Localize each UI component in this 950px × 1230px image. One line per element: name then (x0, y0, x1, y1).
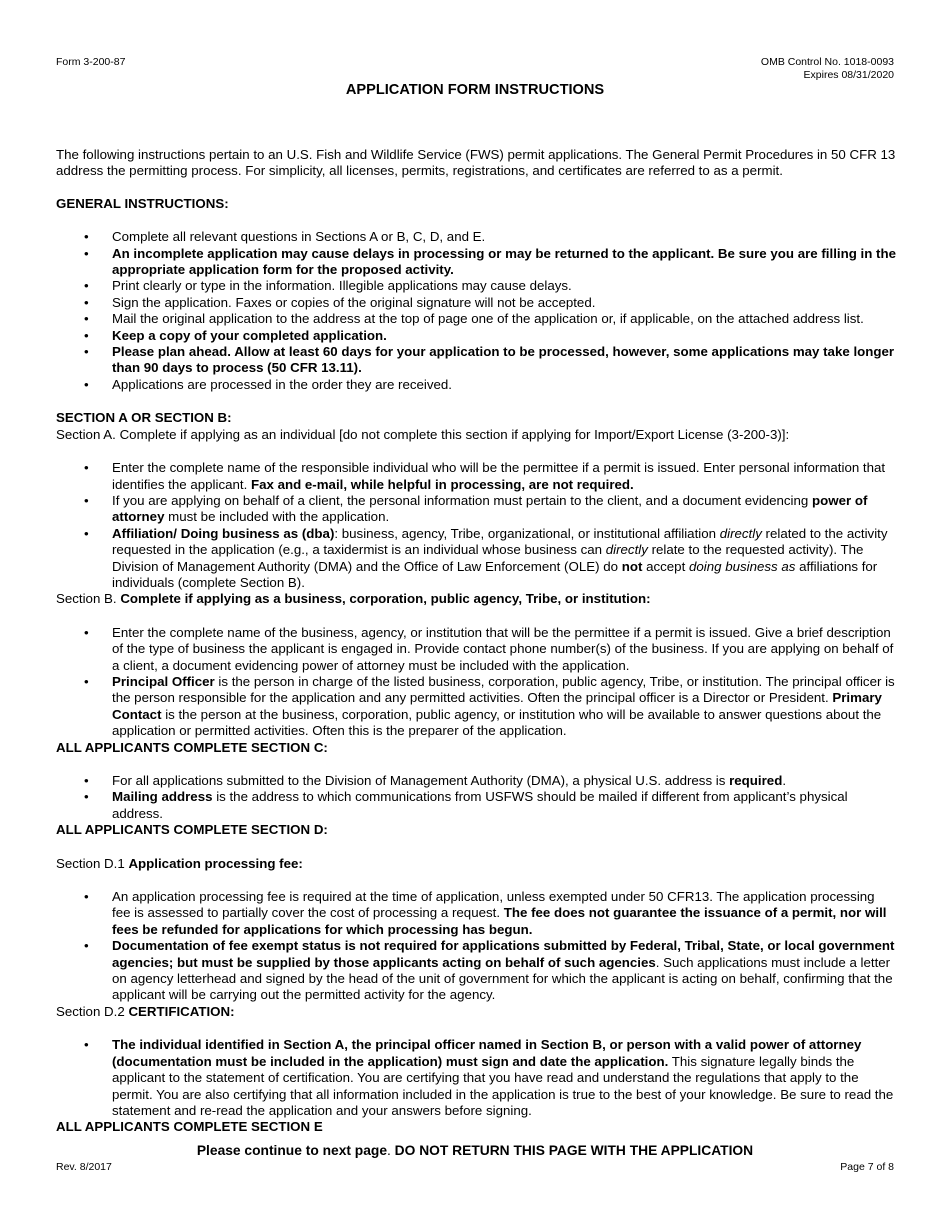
section-d2-list (56, 1037, 896, 1119)
list-item: • Mail the original application to the address at the top of page one of the application or, if applicable, on the attached address list. (56, 311, 896, 327)
section-a-list (56, 460, 896, 591)
form-number: Form 3-200-87 (56, 56, 126, 68)
page-number: Page 7 of 8 (840, 1161, 894, 1173)
list-item: • Please plan ahead. Allow at least 60 days for your application to be processed, however, some applications may take longer than 90 days to process (50 CFR 13.11). (56, 344, 896, 377)
section-ab-heading: SECTION A OR SECTION B: (56, 410, 232, 426)
section-d2-heading: Section D.2 CERTIFICATION: (56, 1003, 235, 1019)
omb-block (761, 56, 894, 81)
section-e-heading: ALL APPLICANTS COMPLETE SECTION E (56, 1119, 323, 1135)
continue-note: Please continue to next page. DO NOT RETURN THIS PAGE WITH THE APPLICATION (196, 1143, 754, 1158)
list-item: • The individual identified in Section A, the principal officer named in Section B, or person with a valid power of attorney (documentation must be included in the application) must sign and date the application. This signature legally binds the applicant to the statement of certification. You are certifying that you have read and understand the regulations that apply to the permit. You are also certifying that all information included in the application is true to the best of your knowledge. Be sure to read the statement and re-read the application and your answers before signing. (56, 1037, 896, 1119)
section-a-intro: Section A. Complete if applying as an individual [do not complete this section if applying for Import/Export License (3-200-3)]: (56, 426, 790, 442)
general-instructions-list (56, 229, 896, 393)
section-d1-list (56, 889, 896, 1004)
list-item: • If you are applying on behalf of a client, the personal information must pertain to the client, and a document evidencing power of attorney must be included with the application. (56, 493, 896, 526)
omb-control-number: OMB Control No. 1018-0093 (760, 56, 894, 68)
section-c-heading: ALL APPLICANTS COMPLETE SECTION C: (56, 739, 328, 755)
list-item: • Principal Officer is the person in charge of the listed business, corporation, public agency, Tribe, or institution. The principal officer is the person responsible for the application and any permitted activities. Often the principal officer is a Director or President. Primary Contact is the person at the business, corporation, public agency, or institution who will be available to answer questions about the application or permitted activities. Often this is the preparer of the application. (56, 674, 896, 740)
list-item: • Enter the complete name of the responsible individual who will be the permittee if a permit is issued. Enter personal information that identifies the applicant. Fax and e-mail, while helpful in processing, are not required. (56, 460, 896, 493)
section-c-list (56, 773, 896, 822)
list-item: • Documentation of fee exempt status is not required for applications submitted by Federal, Tribal, State, or local government agencies; but must be supplied by those applicants acting on behalf of such agencies. Such applications must include a letter on agency letterhead and signed by the head of the unit of government for which the applicant is acting on behalf, confirming that the applicant will be carrying out the permitted activity for the agency. (56, 938, 896, 1004)
intro-paragraph: The following instructions pertain to an U.S. Fish and Wildlife Service (FWS) permit applications. The General Permit Procedures in 50 CFR 13 address the permitting process. For simplicity, all licenses, permits, registrations, and certificates are referred to as a permit. (56, 147, 896, 179)
section-b-list (56, 625, 896, 740)
revision-label: Rev. 8/2017 (56, 1161, 112, 1173)
list-item: • For all applications submitted to the Division of Management Authority (DMA), a physical U.S. address is required. (56, 773, 896, 789)
list-item: • An application processing fee is required at the time of application, unless exempted under 50 CFR13. The application processing fee is assessed to partially cover the cost of processing a request. The fee does not guarantee the issuance of a permit, nor will fees be refunded for applications for which processing has begun. (56, 889, 896, 938)
list-item: • Applications are processed in the order they are received. (56, 377, 896, 393)
list-item: • Complete all relevant questions in Sections A or B, C, D, and E. (56, 229, 896, 245)
instructions-body (56, 147, 896, 1136)
list-item: • Mailing address is the address to which communications from USFWS should be mailed if different from applicant’s physical address. (56, 789, 896, 822)
section-d1-heading: Section D.1 Application processing fee: (56, 855, 303, 871)
expiration-date: Expires 08/31/2020 (803, 68, 894, 81)
list-item: • Keep a copy of your completed application. (56, 328, 896, 344)
section-d-heading: ALL APPLICANTS COMPLETE SECTION D: (56, 822, 328, 838)
list-item: • Print clearly or type in the information. Illegible applications may cause delays. (56, 278, 896, 294)
list-item: • Enter the complete name of the business, agency, or institution that will be the permittee if a permit is issued. Give a brief description of the type of business the applicant is engaged in. Provide contact phone number(s) of the business. If you are applying on behalf of a client, a document evidencing power of attorney must be included with the application. (56, 625, 896, 674)
page-title: APPLICATION FORM INSTRUCTIONS (345, 82, 605, 98)
list-item: • An incomplete application may cause delays in processing or may be returned to the applicant. Be sure you are filling in the appropriate application form for the proposed activity. (56, 246, 896, 279)
list-item: • Sign the application. Faxes or copies of the original signature will not be accepted. (56, 295, 896, 311)
list-item: • Affiliation/ Doing business as (dba): business, agency, Tribe, organizational, or institutional affiliation directly related to the activity requested in the application (e.g., a taxidermist is an individual whose business can directly relate to the requested activity). The Division of Management Authority (DMA) and the Office of Law Enforcement (OLE) do not accept doing business as affiliations for individuals (complete Section B). (56, 526, 896, 592)
section-b-heading: Section B. Complete if applying as a business, corporation, public agency, Tribe, or institution: (56, 591, 651, 607)
general-instructions-heading: GENERAL INSTRUCTIONS: (56, 195, 229, 211)
